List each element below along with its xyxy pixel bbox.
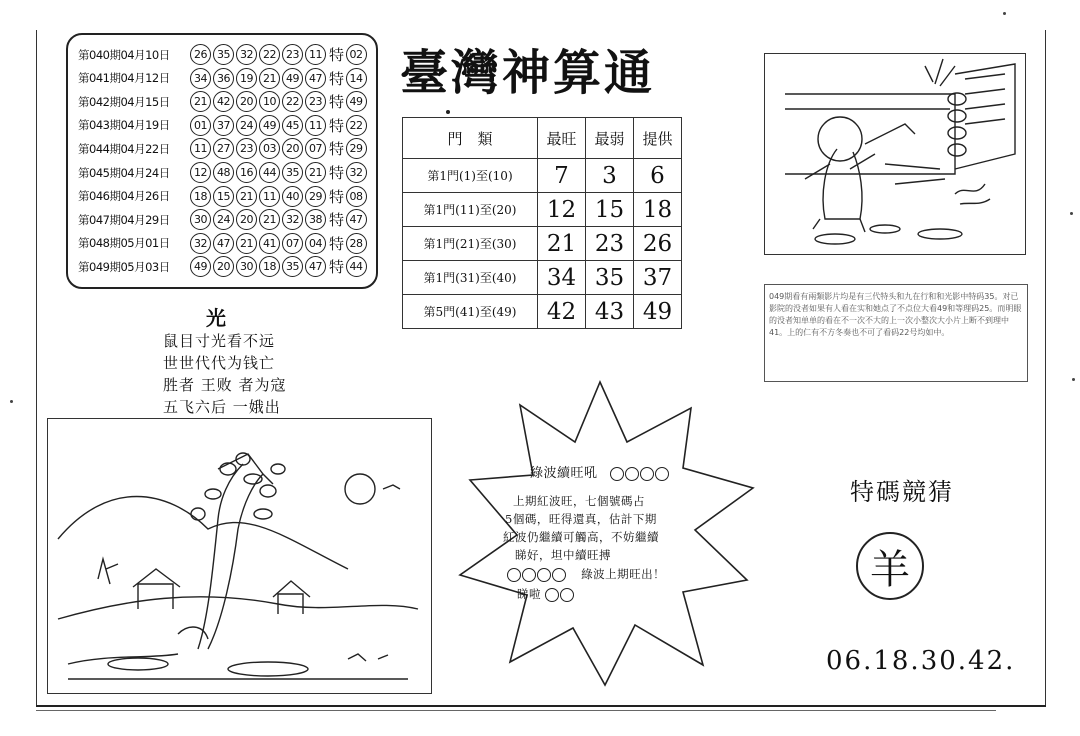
special-ball: 02 xyxy=(346,44,367,65)
number-ball: 44 xyxy=(259,162,280,183)
number-ball: 22 xyxy=(282,91,303,112)
ball-icon xyxy=(655,467,669,481)
frame-bottom-line xyxy=(36,705,1046,707)
scan-speck xyxy=(1070,212,1073,215)
history-row xyxy=(78,67,369,90)
number-ball: 42 xyxy=(213,91,234,112)
number-ball: 40 xyxy=(282,186,303,207)
number-ball: 19 xyxy=(236,68,257,89)
number-ball: 21 xyxy=(236,233,257,254)
special-label: 特 xyxy=(329,93,344,112)
stats-value-cell: 12 xyxy=(538,193,586,227)
draw-label: 第042期04月15日 xyxy=(78,94,170,109)
stats-header-cell: 提供 xyxy=(634,118,682,159)
history-row xyxy=(78,185,369,208)
stats-value-cell: 6 xyxy=(634,159,682,193)
stats-value-cell: 26 xyxy=(634,227,682,261)
number-ball: 45 xyxy=(282,115,303,136)
stats-value-cell: 34 xyxy=(538,261,586,295)
number-ball: 32 xyxy=(190,233,211,254)
special-ball: 32 xyxy=(346,162,367,183)
scan-speck xyxy=(10,400,13,403)
stats-row-label: 第1門(31)至(40) xyxy=(403,261,538,295)
forecast-text: 049期看有兩類影片均是有三代特头和九在行和和光影中特码35。对已影院的没者如果有人看在实和她点了不点位大看49和等理码25。而明眼的没者知单单的看在不一次不大的上一次小整次大小片上断不到理中41。上的仁有不方冬奏也不可了看码22号均如中。 xyxy=(769,292,1022,337)
number-ball: 07 xyxy=(305,138,326,159)
ball-icon xyxy=(537,568,551,582)
stats-row-label: 第5門(41)至(49) xyxy=(403,295,538,329)
number-ball: 47 xyxy=(305,68,326,89)
number-ball: 18 xyxy=(190,186,211,207)
stats-value-cell: 15 xyxy=(586,193,634,227)
ball-icon xyxy=(545,588,559,602)
draw-label: 第047期04月29日 xyxy=(78,212,170,227)
poem-line: 胜者 王败 者为寇 xyxy=(163,376,287,394)
frame-right-line xyxy=(1045,30,1046,705)
stats-value-cell: 42 xyxy=(538,295,586,329)
number-ball: 22 xyxy=(259,44,280,65)
number-ball: 32 xyxy=(282,209,303,230)
number-ball: 21 xyxy=(236,186,257,207)
special-ball: 29 xyxy=(346,138,367,159)
number-ball: 20 xyxy=(282,138,303,159)
scholar-illustration xyxy=(764,53,1026,255)
ball-icon xyxy=(625,467,639,481)
landscape-illustration xyxy=(47,418,432,694)
number-ball: 35 xyxy=(282,256,303,277)
zodiac-badge: 羊 xyxy=(856,532,924,600)
special-label: 特 xyxy=(329,258,344,277)
stats-value-cell: 23 xyxy=(586,227,634,261)
history-row xyxy=(78,90,369,113)
history-row xyxy=(78,114,369,137)
number-ball: 21 xyxy=(190,91,211,112)
special-ball: 44 xyxy=(346,256,367,277)
stats-header-cell: 最弱 xyxy=(586,118,634,159)
number-ball: 16 xyxy=(236,162,257,183)
number-ball: 35 xyxy=(282,162,303,183)
number-ball: 11 xyxy=(305,44,326,65)
star-line: 睇好，坦中續旺搏 xyxy=(515,548,611,562)
number-ball: 34 xyxy=(190,68,211,89)
special-ball: 22 xyxy=(346,115,367,136)
number-ball: 49 xyxy=(282,68,303,89)
number-ball: 32 xyxy=(236,44,257,65)
stats-row xyxy=(403,295,682,329)
star-heading-row xyxy=(530,462,670,481)
special-ball: 08 xyxy=(346,186,367,207)
special-label: 特 xyxy=(329,46,344,64)
number-ball: 04 xyxy=(305,233,326,254)
page-title: 臺灣神算通 xyxy=(400,45,656,101)
number-ball: 41 xyxy=(259,233,280,254)
guess-numbers: 06.18.30.42. xyxy=(826,646,1016,676)
frame-left-line xyxy=(36,30,37,705)
number-ball: 30 xyxy=(236,256,257,277)
number-ball: 29 xyxy=(305,186,326,207)
number-ball: 36 xyxy=(213,68,234,89)
special-label: 特 xyxy=(329,116,344,135)
special-ball: 49 xyxy=(346,91,367,112)
stats-value-cell: 37 xyxy=(634,261,682,295)
stats-row-label: 第1門(1)至(10) xyxy=(403,159,538,193)
history-row xyxy=(78,232,369,255)
star-line: 上期紅波旺，七個號碼占 xyxy=(513,494,645,508)
number-ball: 15 xyxy=(213,186,234,207)
ball-icon xyxy=(552,568,566,582)
ball-icon xyxy=(507,568,521,582)
number-ball: 21 xyxy=(305,162,326,183)
draw-label: 第040期04月10日 xyxy=(78,47,170,62)
number-ball: 38 xyxy=(305,209,326,230)
stats-row xyxy=(403,159,682,193)
star-line: 5個碼，旺得還真，估計下期 xyxy=(505,512,657,526)
stats-row-label: 第1門(21)至(30) xyxy=(403,227,538,261)
number-ball: 20 xyxy=(236,91,257,112)
forecast-text-box xyxy=(764,284,1028,382)
star-line: 紅波仍繼續可觸高，不妨繼續 xyxy=(503,530,659,544)
special-label: 特 xyxy=(329,187,344,206)
number-ball: 37 xyxy=(213,115,234,136)
stats-header-cell: 門 類 xyxy=(403,118,538,159)
number-ball: 49 xyxy=(190,256,211,277)
number-ball: 24 xyxy=(236,115,257,136)
stats-value-cell: 18 xyxy=(634,193,682,227)
stats-row-label: 第1門(11)至(20) xyxy=(403,193,538,227)
history-results-box xyxy=(66,33,378,289)
special-ball: 47 xyxy=(346,209,367,230)
number-ball: 26 xyxy=(190,44,211,65)
history-row xyxy=(78,255,369,278)
number-ball: 21 xyxy=(259,209,280,230)
stats-value-cell: 49 xyxy=(634,295,682,329)
history-row xyxy=(78,43,369,66)
stats-value-cell: 21 xyxy=(538,227,586,261)
special-ball: 28 xyxy=(346,233,367,254)
number-ball: 20 xyxy=(213,256,234,277)
stats-row xyxy=(403,193,682,227)
number-ball: 35 xyxy=(213,44,234,65)
star-footer: 綠波上期旺出！ xyxy=(581,567,666,581)
poem-line: 五飞六后 一娥出 xyxy=(163,398,281,416)
stats-header-cell: 最旺 xyxy=(538,118,586,159)
number-ball: 11 xyxy=(305,115,326,136)
number-ball: 49 xyxy=(259,115,280,136)
ball-icon xyxy=(610,467,624,481)
number-ball: 48 xyxy=(213,162,234,183)
scan-speck xyxy=(1072,378,1075,381)
number-ball: 01 xyxy=(190,115,211,136)
draw-label: 第048期05月01日 xyxy=(78,236,170,251)
number-ball: 47 xyxy=(213,233,234,254)
special-guess-title: 特碼競猜 xyxy=(850,478,954,506)
special-label: 特 xyxy=(329,69,344,88)
history-row xyxy=(78,208,369,231)
draw-label: 第044期04月22日 xyxy=(78,141,170,156)
stats-value-cell: 7 xyxy=(538,159,586,193)
special-label: 特 xyxy=(329,140,344,159)
poem-line: 鼠目寸光看不远 xyxy=(163,332,276,350)
stats-value-cell: 43 xyxy=(586,295,634,329)
special-label: 特 xyxy=(329,234,344,253)
stats-value-cell: 3 xyxy=(586,159,634,193)
number-ball: 10 xyxy=(259,91,280,112)
stats-row xyxy=(403,261,682,295)
number-ball: 30 xyxy=(190,209,211,230)
star-footer-row xyxy=(507,566,665,582)
number-ball: 23 xyxy=(236,138,257,159)
number-ball: 18 xyxy=(259,256,280,277)
number-ball: 21 xyxy=(259,68,280,89)
special-label: 特 xyxy=(329,211,344,230)
frame-bottom-line-inner xyxy=(36,710,996,711)
draw-label: 第041期04月12日 xyxy=(78,71,170,86)
draw-label: 第046期04月26日 xyxy=(78,189,170,204)
number-ball: 23 xyxy=(305,91,326,112)
number-ball: 12 xyxy=(190,162,211,183)
number-ball: 11 xyxy=(259,186,280,207)
number-ball: 20 xyxy=(236,209,257,230)
poem-line: 世世代代为钱亡 xyxy=(163,354,276,372)
number-ball: 47 xyxy=(305,256,326,277)
number-ball: 23 xyxy=(282,44,303,65)
number-ball: 24 xyxy=(213,209,234,230)
stats-value-cell: 35 xyxy=(586,261,634,295)
star-footer2-row xyxy=(517,586,575,602)
number-ball: 03 xyxy=(259,138,280,159)
number-ball: 27 xyxy=(213,138,234,159)
group-stats-table xyxy=(402,117,682,329)
star-footer2: 睇啦 xyxy=(517,587,541,601)
ball-icon xyxy=(522,568,536,582)
star-heading: 綠波續旺吼 xyxy=(530,466,598,481)
draw-label: 第043期04月19日 xyxy=(78,118,170,133)
special-ball: 14 xyxy=(346,68,367,89)
ball-icon xyxy=(560,588,574,602)
stats-row xyxy=(403,227,682,261)
title-dot xyxy=(446,110,450,114)
ball-icon xyxy=(640,467,654,481)
number-ball: 11 xyxy=(190,138,211,159)
number-ball: 07 xyxy=(282,233,303,254)
special-label: 特 xyxy=(329,164,344,182)
history-row xyxy=(78,161,369,184)
draw-label: 第049期05月03日 xyxy=(78,259,170,274)
poem-title: 光 xyxy=(206,306,226,330)
stats-header-row xyxy=(403,118,682,159)
history-row xyxy=(78,137,369,160)
green-wave-star xyxy=(455,380,755,690)
draw-label: 第045期04月24日 xyxy=(78,165,170,180)
scan-speck xyxy=(1003,12,1006,15)
